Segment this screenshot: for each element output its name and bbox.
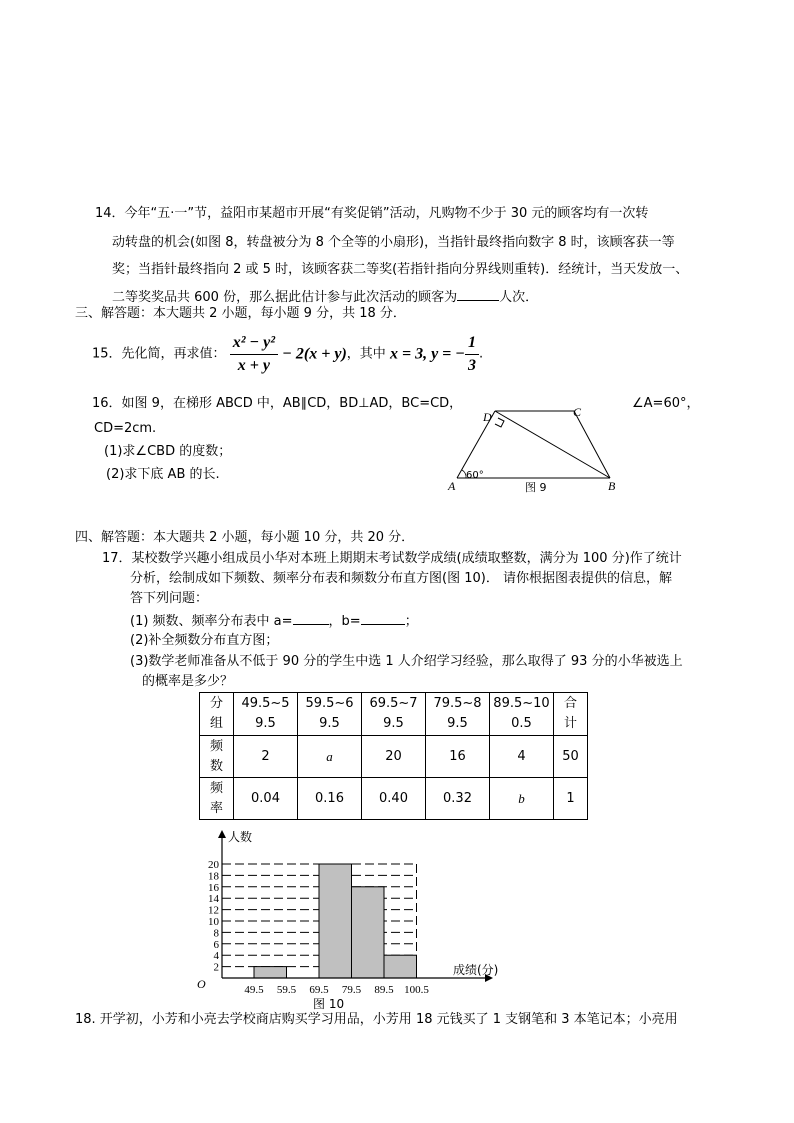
q17-sub-2: (2)补全频数分布直方图； [130, 633, 279, 648]
q17-line-3: 答下列问题： [130, 591, 209, 606]
frequency-cell: a [298, 736, 362, 778]
q16-line-1: 16．如图 9，在梯形 ABCD 中，AB∥CD，BD⊥AD，BC=CD， [92, 396, 463, 411]
q17-line-2: 分析，绘制成如下频数、频率分布表和频数分布直方图(图 10)． 请你根据图表提供的信息，解 [130, 571, 672, 586]
section-4-heading: 四、解答题：本大题共 2 小题，每小题 10 分，共 20 分． [75, 530, 415, 545]
group-line: 69.5~7 [369, 696, 418, 711]
q17-sub-1-end: ； [404, 614, 418, 629]
group-line: 89.5~10 [493, 696, 550, 711]
row-header-char: 频 [209, 780, 223, 796]
y-axis-label: 人数 [228, 830, 253, 844]
table-row-frequency [200, 736, 588, 778]
q14-line-4-end: 人次． [499, 290, 539, 305]
q15-prefix: 15．先化简，再求值： [92, 346, 226, 362]
total-header-cell [554, 693, 588, 736]
label-d: D [483, 410, 492, 424]
x-tick-label: 69.5 [309, 984, 329, 996]
y-tick-label: 14 [208, 893, 219, 906]
frequency-cell: 2 [234, 736, 298, 778]
group-line: 9.5 [447, 716, 468, 731]
y-tick-label: 2 [213, 961, 219, 974]
x-tick-label: 49.5 [244, 984, 264, 996]
q16-sub-1: (1)求∠CBD 的度数； [104, 444, 232, 459]
q17-answer-a-blank[interactable] [293, 612, 329, 625]
q17-answer-b-blank[interactable] [361, 612, 405, 625]
diagonal-bd [495, 411, 610, 478]
row-header-groups [200, 693, 234, 736]
y-tick-label: 10 [208, 916, 219, 928]
x-tick-label: 89.5 [374, 984, 394, 996]
q15-condition-numerator: 1 [465, 333, 479, 355]
label-b: B [608, 479, 616, 493]
q15-condition-fraction [465, 333, 479, 376]
group-cell [362, 693, 426, 736]
figure-10-histogram [195, 828, 515, 1018]
origin-label: O [197, 977, 206, 991]
frequency-cell: 20 [362, 736, 426, 778]
group-cell [426, 693, 490, 736]
y-tick-label: 4 [213, 950, 219, 963]
y-tick-labels [208, 859, 220, 974]
q17-sub-1-mid: ，b= [328, 614, 361, 629]
q14-answer-blank[interactable] [457, 288, 499, 301]
section-3-heading: 三、解答题：本大题共 2 小题，每小题 9 分，共 18 分． [75, 306, 406, 321]
row-header-char: 组 [209, 716, 223, 731]
q15-condition: x = 3, y = − [389, 345, 465, 363]
q16-sub-2: (2)求下底 AB 的长. [106, 467, 220, 482]
y-tick-label: 18 [208, 870, 219, 883]
rate-cell: 0.40 [362, 778, 426, 820]
q14-line-4-text: 二等奖奖品共 600 份，那么据此估计参与此次活动的顾客为 [112, 290, 458, 305]
frequency-cell: 16 [426, 736, 490, 778]
figure-10-caption: 图 10 [313, 997, 345, 1011]
histogram-bar [384, 955, 417, 978]
frequency-cell: 4 [490, 736, 554, 778]
group-line: 9.5 [383, 716, 404, 731]
q15 [92, 333, 483, 376]
row-header-char: 率 [209, 800, 223, 816]
group-line: 49.5~5 [241, 696, 290, 711]
q17-sub-1 [130, 612, 418, 629]
row-header-char: 数 [209, 758, 223, 774]
group-cell [490, 693, 554, 736]
angle-a-label: 60° [466, 470, 484, 481]
total-header-char: 合 [563, 696, 577, 711]
y-tick-label: 12 [208, 904, 219, 917]
y-axis-arrow [218, 830, 226, 838]
histogram-bar [352, 887, 385, 978]
q15-condition-denominator: 3 [467, 357, 476, 374]
frequency-table [199, 692, 588, 820]
row-header-frequency [200, 736, 234, 778]
row-header-char: 分 [209, 696, 223, 711]
histogram-bar [319, 864, 352, 978]
q14-line-2: 动转盘的机会(如图 8，转盘被分为 8 个全等的小扇形)，当指针最终指向数字 8 时，该顾客获一等 [112, 235, 675, 250]
figure-9-caption: 图 9 [525, 481, 547, 494]
x-tick-labels [244, 984, 429, 996]
q15-fraction-denominator: x + y [237, 357, 270, 374]
q14-line-3: 奖；当指针最终指向 2 或 5 时，该顾客获二等奖(若指针指向分界线则重转)．经统计，当天发放一、 [112, 262, 689, 277]
right-angle-marker [495, 418, 504, 427]
y-tick-label: 20 [208, 859, 219, 871]
rate-total-cell: 1 [554, 778, 588, 820]
table-row-groups [200, 693, 588, 736]
q17-sub-1-text: (1) 频数、频率分布表中 a= [130, 614, 293, 629]
q17-sub-3-line-1: (3)数学老师准备从不低于 90 分的学生中选 1 人介绍学习经验，那么取得了 93 分的小华被选上 [130, 654, 683, 669]
group-cell [298, 693, 362, 736]
q16-line-2: CD=2cm. [94, 421, 157, 436]
figure-9-trapezoid [440, 398, 630, 498]
x-axis-label: 成绩(分) [453, 963, 499, 977]
rate-cell: 0.16 [298, 778, 362, 820]
frequency-total-cell: 50 [554, 736, 588, 778]
histogram-bar [254, 967, 287, 978]
q15-expression-rest: − 2(x + y) [282, 345, 347, 363]
rate-cell: b [490, 778, 554, 820]
label-a: A [448, 479, 456, 493]
group-line: 79.5~8 [433, 696, 482, 711]
row-header-rate [200, 778, 234, 820]
table-row-rate [200, 778, 588, 820]
y-tick-label: 8 [213, 927, 219, 940]
q14-line-1: 14．今年“五·一”节，益阳市某超市开展“有奖促销”活动，凡购物不少于 30 元的顾客均有一次转 [95, 206, 649, 221]
q16-line-1-right: ∠A=60°， [632, 396, 700, 411]
group-line: 59.5~6 [305, 696, 354, 711]
q14-line-4 [112, 288, 538, 305]
group-line: 9.5 [319, 716, 340, 731]
rate-cell: 0.04 [234, 778, 298, 820]
row-header-char: 频 [209, 738, 223, 754]
q17-sub-3-line-2: 的概率是多少？ [142, 674, 234, 689]
q15-end: . [478, 346, 484, 362]
q15-fraction [230, 333, 278, 376]
label-c: C [573, 405, 582, 419]
y-tick-label: 6 [213, 938, 219, 951]
group-cell [234, 693, 298, 736]
x-tick-label: 59.5 [276, 984, 297, 996]
rate-cell: 0.32 [426, 778, 490, 820]
q17-line-1: 17．某校数学兴趣小组成员小华对本班上期期末考试数学成绩(成绩取整数，满分为 100 分)作了统计 [102, 551, 682, 566]
total-header-char: 计 [563, 716, 577, 731]
x-tick-label: 100.5 [404, 984, 429, 996]
y-tick-label: 16 [208, 881, 219, 894]
group-line: 0.5 [511, 716, 532, 731]
x-tick-label: 79.5 [341, 984, 362, 996]
q18-line-1: 18. 开学初，小芳和小亮去学校商店购买学习用品，小芳用 18 元钱买了 1 支钢笔和 3 本笔记本；小亮用 [75, 1012, 678, 1027]
group-line: 9.5 [255, 716, 276, 731]
q15-middle-text: ，其中 [346, 346, 386, 362]
q15-fraction-numerator: x² − y² [230, 333, 278, 355]
